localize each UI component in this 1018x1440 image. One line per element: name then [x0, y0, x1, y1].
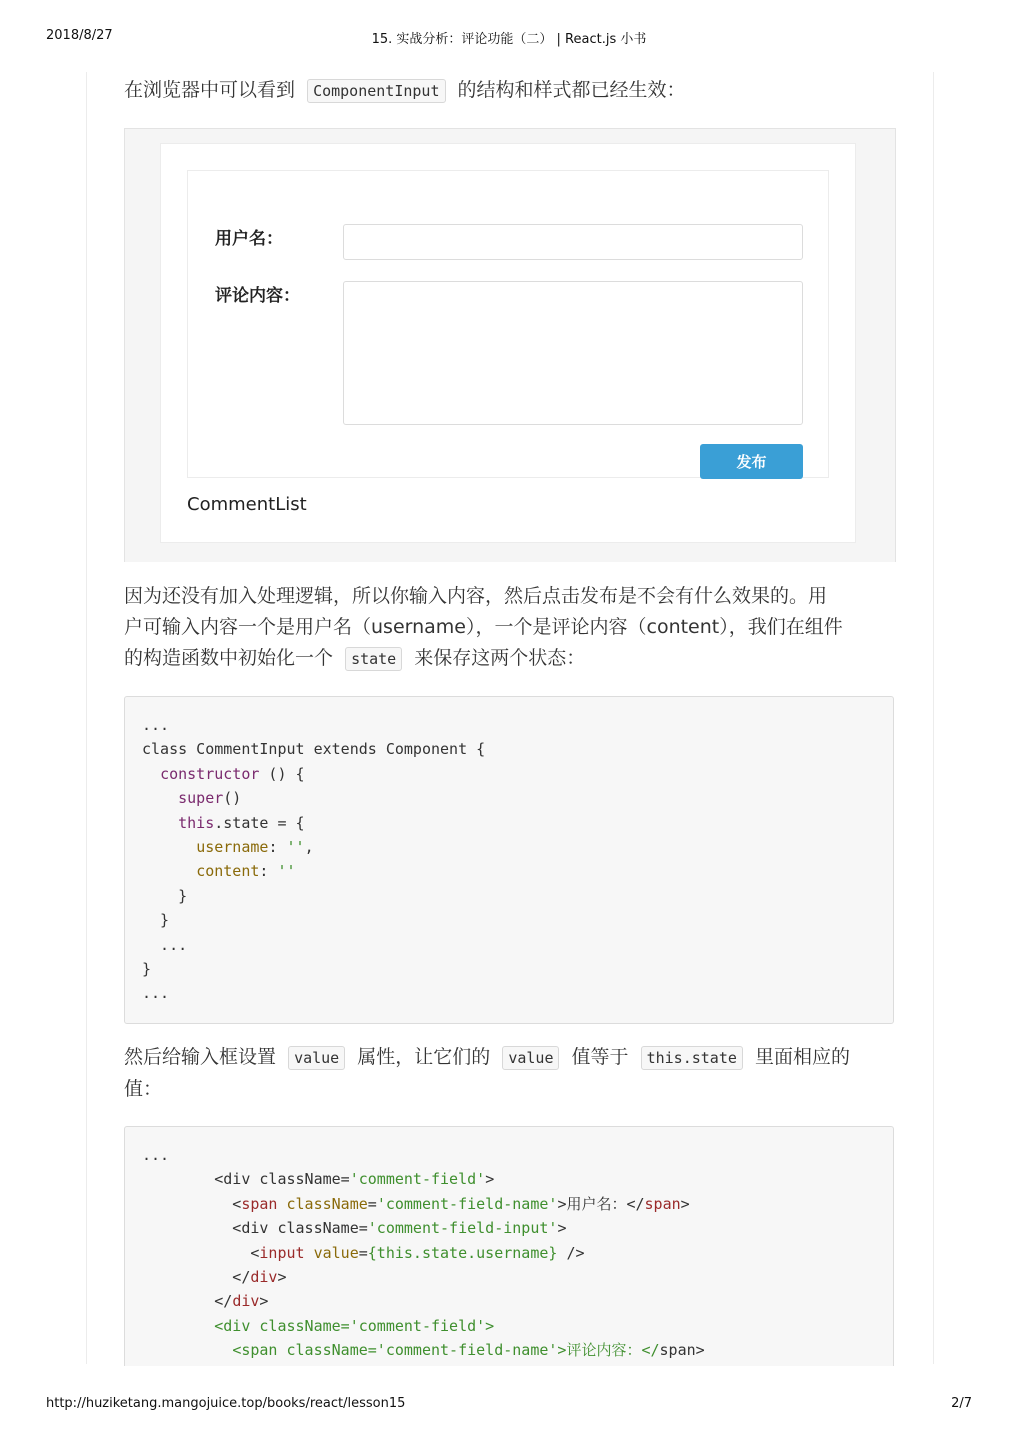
code-content: ... <div className='comment-field'> <span className='comment-field-name'>用户名：</span> <div className='comment-field-input'> <input value={this.state.username} /> </div> </div> <div className='comment-field'> <span className='comment-field-name'>评论内容：</span>: [142, 1146, 705, 1360]
text-line: [124, 643, 896, 675]
print-url: http://huziketang.mangojuice.top/books/react/lesson15: [46, 1396, 406, 1411]
content-label: 评论内容：: [215, 286, 300, 306]
inline-code: ComponentInput: [307, 79, 445, 103]
print-page-number: 2/7: [951, 1396, 972, 1411]
text-line: 因为还没有加入处理逻辑，所以你输入内容，然后点击发布是不会有什么效果的。用: [124, 585, 828, 607]
text: 属性，让它们的: [357, 1046, 491, 1068]
text: 来保存这两个状态：: [414, 647, 586, 669]
username-input[interactable]: [343, 224, 803, 260]
text: 的构造函数中初始化一个: [124, 647, 334, 669]
comment-list-label: CommentList: [187, 494, 307, 515]
code-content: ... class CommentInput extends Component { constructor () { super() this.state = { username: '', content: '' } } ... } ...: [142, 716, 486, 1003]
browser-screenshot: [124, 128, 896, 562]
paragraph-intro: [124, 75, 896, 107]
comment-input-component: [187, 170, 829, 478]
inline-code: value: [502, 1046, 559, 1070]
text: 里面相应的: [754, 1046, 850, 1068]
content-textarea[interactable]: [343, 281, 803, 425]
app-wrapper: [160, 143, 856, 543]
publish-button[interactable]: 发布: [700, 444, 803, 479]
paragraph-value: [124, 1042, 896, 1105]
print-title: 15. 实战分析：评论功能（二） | React.js 小书: [371, 32, 647, 47]
text-line: 值：: [124, 1078, 163, 1100]
text: 值等于: [571, 1046, 629, 1068]
paragraph-explanation: [124, 581, 896, 675]
print-date: 2018/8/27: [46, 28, 113, 43]
text-line: [124, 1042, 896, 1074]
text: 在浏览器中可以看到: [124, 79, 296, 101]
inline-code: this.state: [641, 1046, 743, 1070]
inline-code: state: [345, 647, 402, 671]
inline-code: value: [288, 1046, 345, 1070]
username-label: 用户名：: [215, 229, 283, 249]
code-block-constructor: [124, 696, 894, 1024]
text-line: 户可输入内容一个是用户名（username），一个是评论内容（content），我们在组件: [124, 616, 843, 638]
text: 的结构和样式都已经生效：: [457, 79, 686, 101]
text: 然后给输入框设置: [124, 1046, 277, 1068]
code-block-jsx: [124, 1126, 894, 1366]
